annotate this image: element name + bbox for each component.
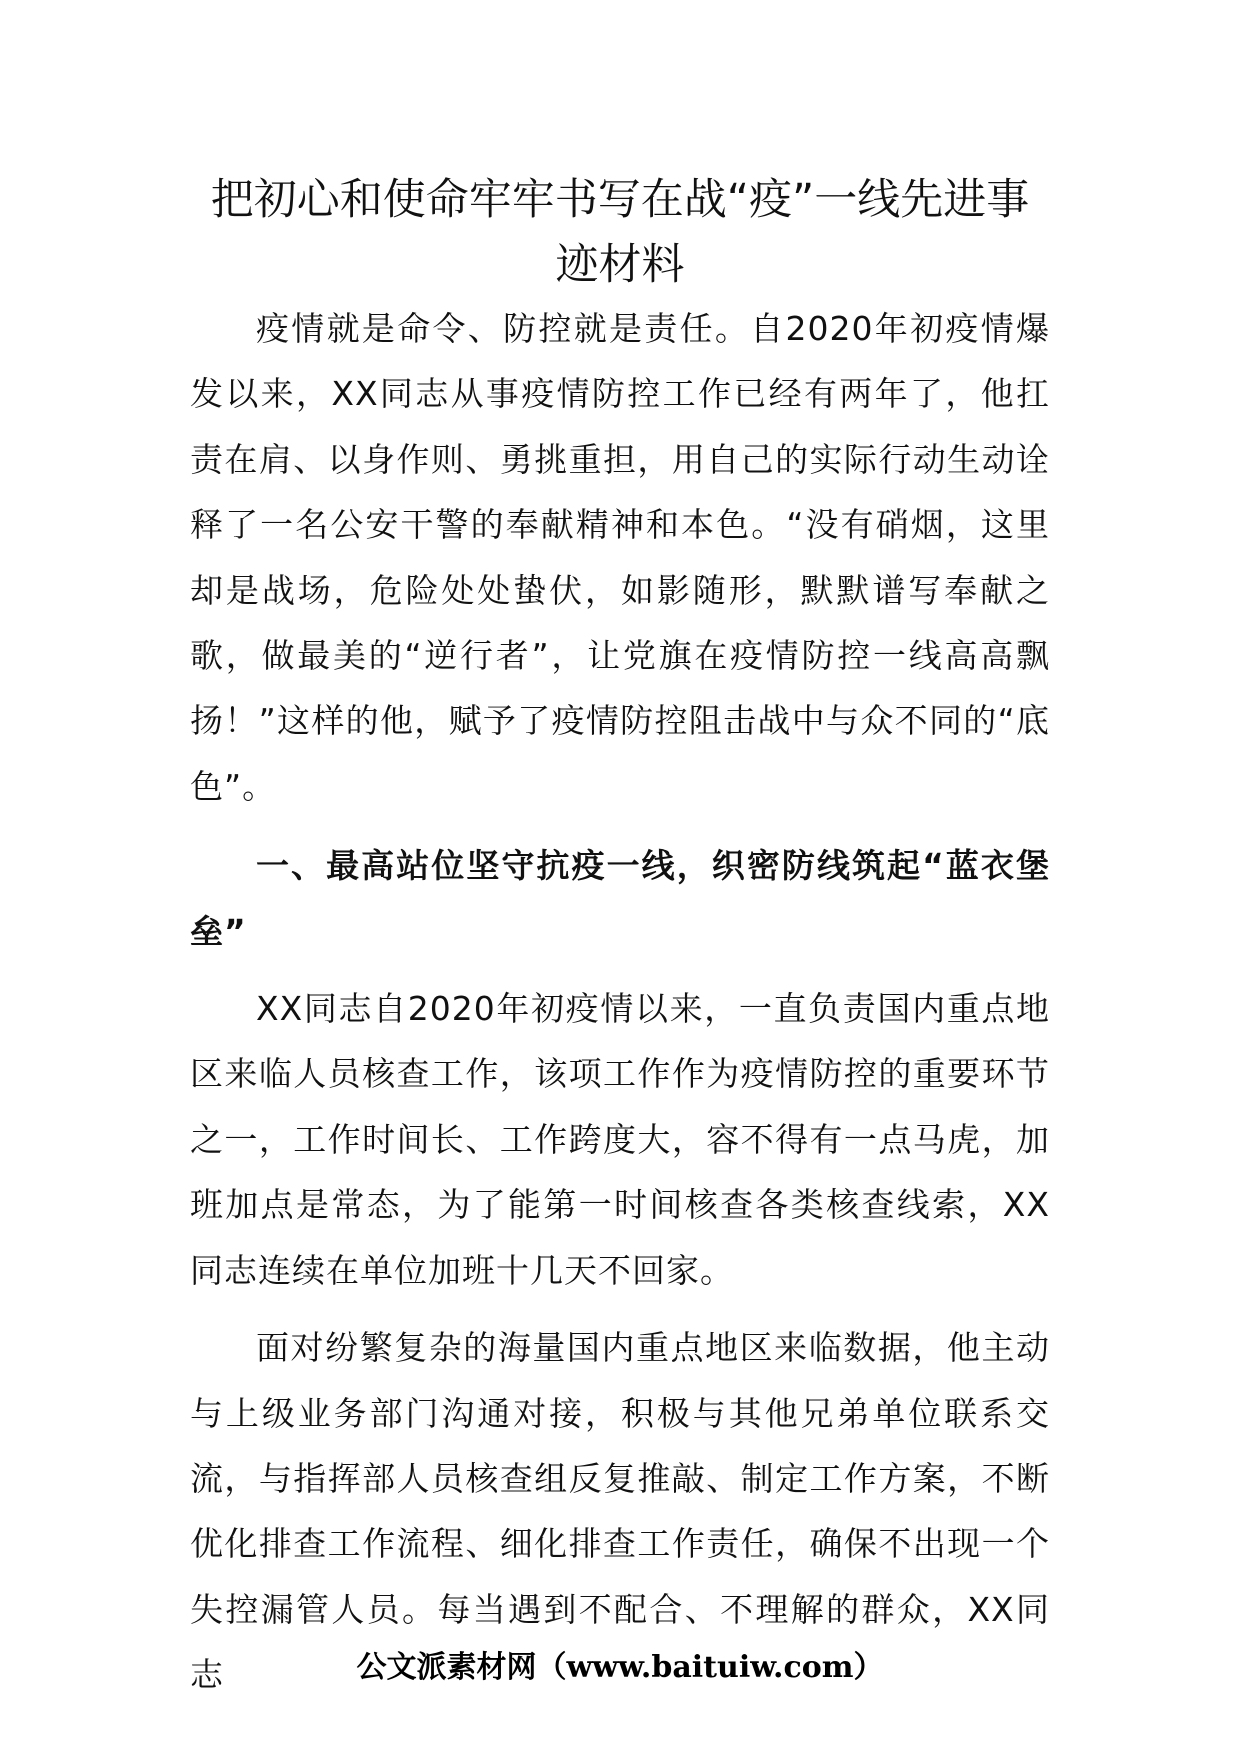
paragraph-intro: 疫情就是命令、防控就是责任。自2020年初疫情爆发以来，XX同志从事疫情防控工作已经有两年了，他扛责在肩、以身作则、勇挑重担，用自己的实际行动生动诠释了一名公安干警的奉献精神和本色。“没有硝烟，这里却是战场，危险处处蛰伏，如影随形，默默谱写奉献之歌，做最美的“逆行者”，让党旗在疫情防控一线高高飘扬！”这样的他，赋予了疫情防控阻击战中与众不同的“底色”。 [190, 309, 1050, 806]
section-heading-1: 一、最高站位坚守抗疫一线，织密防线筑起“蓝衣堡垒” [190, 846, 1050, 951]
paragraph-2: XX同志自2020年初疫情以来，一直负责国内重点地区来临人员核查工作，该项工作作为疫情防控的重要环节之一，工作时间长、工作跨度大，容不得有一点马虎，加班加点是常态，为了能第一时间核查各类核查线索，XX同志连续在单位加班十几天不回家。 [190, 989, 1050, 1290]
document-title: 把初心和使命牢牢书写在战“疫”一线先进事迹材料 [210, 175, 1030, 290]
page-footer-watermark: 公文派素材网（www.baituiw.com） [356, 1650, 884, 1685]
paragraph-3: 面对纷繁复杂的海量国内重点地区来临数据，他主动与上级业务部门沟通对接，积极与其他兄弟单位联系交流，与指挥部人员核查组反复推敲、制定工作方案，不断优化排查工作流程、细化排查工作责任，确保不出现一个失控漏管人员。每当遇到不配合、不理解的群众，XX同志 [190, 1328, 1050, 1695]
document-body [190, 296, 1050, 1708]
